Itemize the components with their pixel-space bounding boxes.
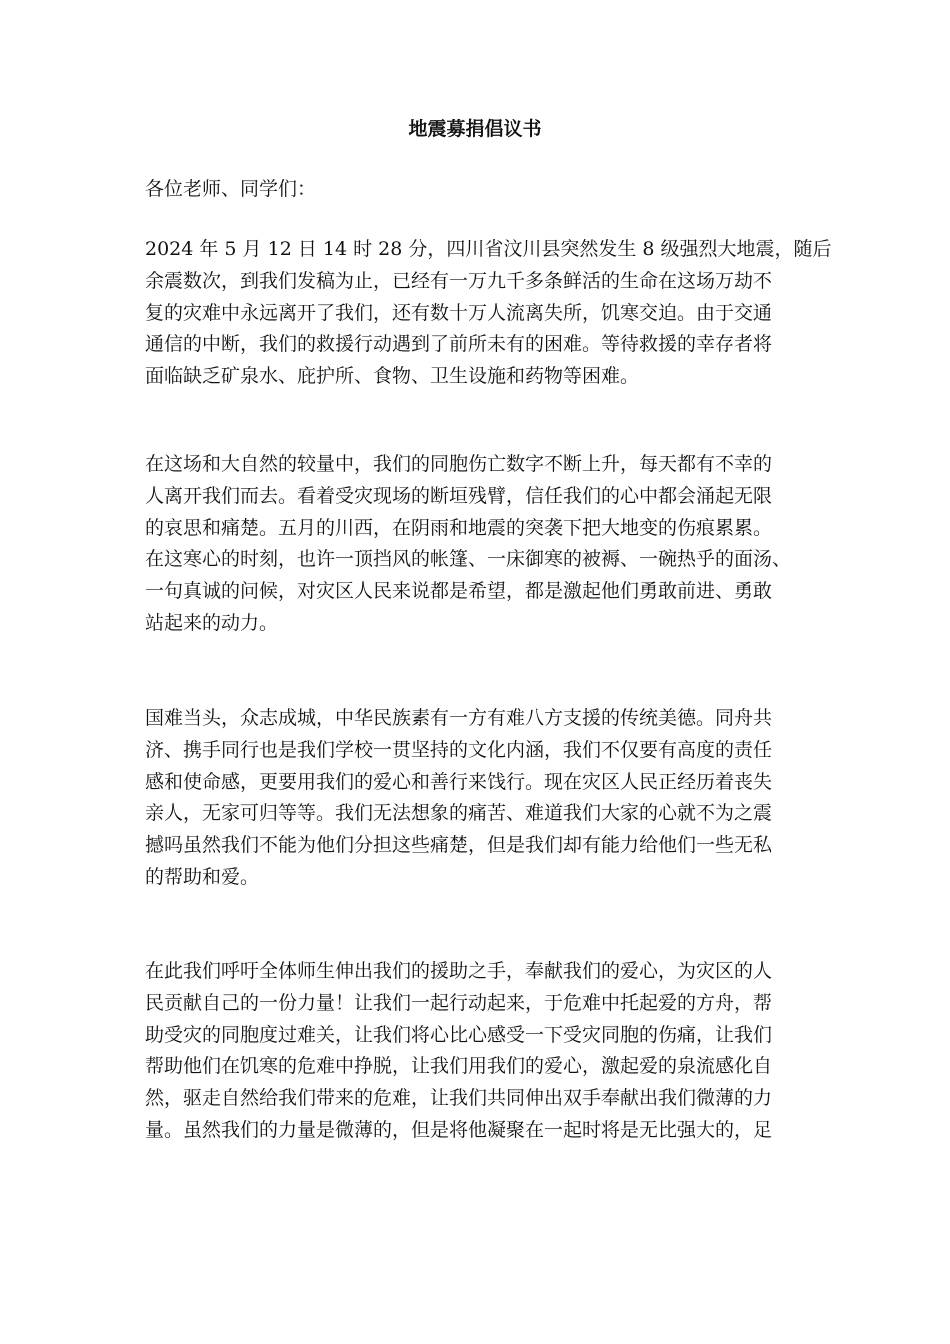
paragraph-line: 在此我们呼吁全体师生伸出我们的援助之手，奉献我们的爱心，为灾区的人 bbox=[145, 960, 773, 982]
paragraph-line: 通信的中断，我们的救援行动遇到了前所未有的困难。等待救援的幸存者将 bbox=[145, 333, 773, 356]
paragraph-line: 助受灾的同胞度过难关，让我们将心比心感受一下受灾同胞的伤痛，让我们 bbox=[145, 1023, 773, 1046]
paragraph-3 bbox=[145, 703, 815, 894]
paragraph-line: 济、携手同行也是我们学校一贯坚持的文化内涵，我们不仅要有高度的责任 bbox=[145, 738, 773, 761]
paragraph-2 bbox=[145, 449, 815, 640]
paragraph-line: 亲人，无家可归等等。我们无法想象的痛苦、难道我们大家的心就不为之震 bbox=[145, 802, 773, 825]
paragraph-line: 感和使命感，更要用我们的爱心和善行来饯行。现在灾区人民正经历着丧失 bbox=[145, 770, 773, 793]
paragraph-line: 站起来的动力。 bbox=[145, 611, 279, 634]
paragraph-1 bbox=[145, 234, 832, 393]
paragraph-line: 的帮助和爱。 bbox=[145, 865, 260, 888]
paragraph-line: 一句真诚的问候，对灾区人民来说都是希望，都是激起他们勇敢前进、勇敢 bbox=[145, 580, 773, 603]
paragraph-line: 在这寒心的时刻，也许一顶挡风的帐篷、一床御寒的被褥、一碗热乎的面汤、 bbox=[145, 548, 792, 571]
paragraph-line: 国难当头，众志成城，中华民族素有一方有难八方支援的传统美德。同舟共 bbox=[145, 707, 773, 729]
paragraph-4 bbox=[145, 956, 815, 1147]
paragraph-line: 的哀思和痛楚。五月的川西，在阴雨和地震的突袭下把大地变的伤痕累累。 bbox=[145, 516, 773, 539]
paragraph-line: 在这场和大自然的较量中，我们的同胞伤亡数字不断上升，每天都有不幸的 bbox=[145, 453, 773, 475]
paragraph-line: 撼吗虽然我们不能为他们分担这些痛楚，但是我们却有能力给他们一些无私 bbox=[145, 834, 773, 857]
paragraph-line: 帮助他们在饥寒的危难中挣脱，让我们用我们的爱心，激起爱的泉流感化自 bbox=[145, 1055, 773, 1078]
paragraph-line: 民贡献自己的一份力量！让我们一起行动起来，于危难中托起爱的方舟，帮 bbox=[145, 991, 773, 1014]
paragraph-line: 2024 年 5 月 12 日 14 时 28 分，四川省汶川县突然发生 8 级强烈大地震，随后 bbox=[145, 238, 832, 260]
salutation: 各位老师、同学们： bbox=[145, 178, 317, 200]
paragraph-line: 人离开我们而去。看着受灾现场的断垣残臂，信任我们的心中都会涌起无限 bbox=[145, 484, 773, 507]
paragraph-line: 复的灾难中永远离开了我们，还有数十万人流离失所，饥寒交迫。由于交通 bbox=[145, 301, 773, 324]
paragraph-line: 面临缺乏矿泉水、庇护所、食物、卫生设施和药物等困难。 bbox=[145, 365, 640, 388]
paragraph-line: 量。虽然我们的力量是微薄的，但是将他凝聚在一起时将是无比强大的，足 bbox=[145, 1118, 773, 1141]
paragraph-line: 然，驱走自然给我们带来的危难，让我们共同伸出双手奉献出我们微薄的力 bbox=[145, 1087, 773, 1110]
document-title: 地震募捐倡议书 bbox=[408, 118, 542, 140]
paragraph-line: 余震数次，到我们发稿为止，已经有一万九千多条鲜活的生命在这场万劫不 bbox=[145, 269, 773, 292]
